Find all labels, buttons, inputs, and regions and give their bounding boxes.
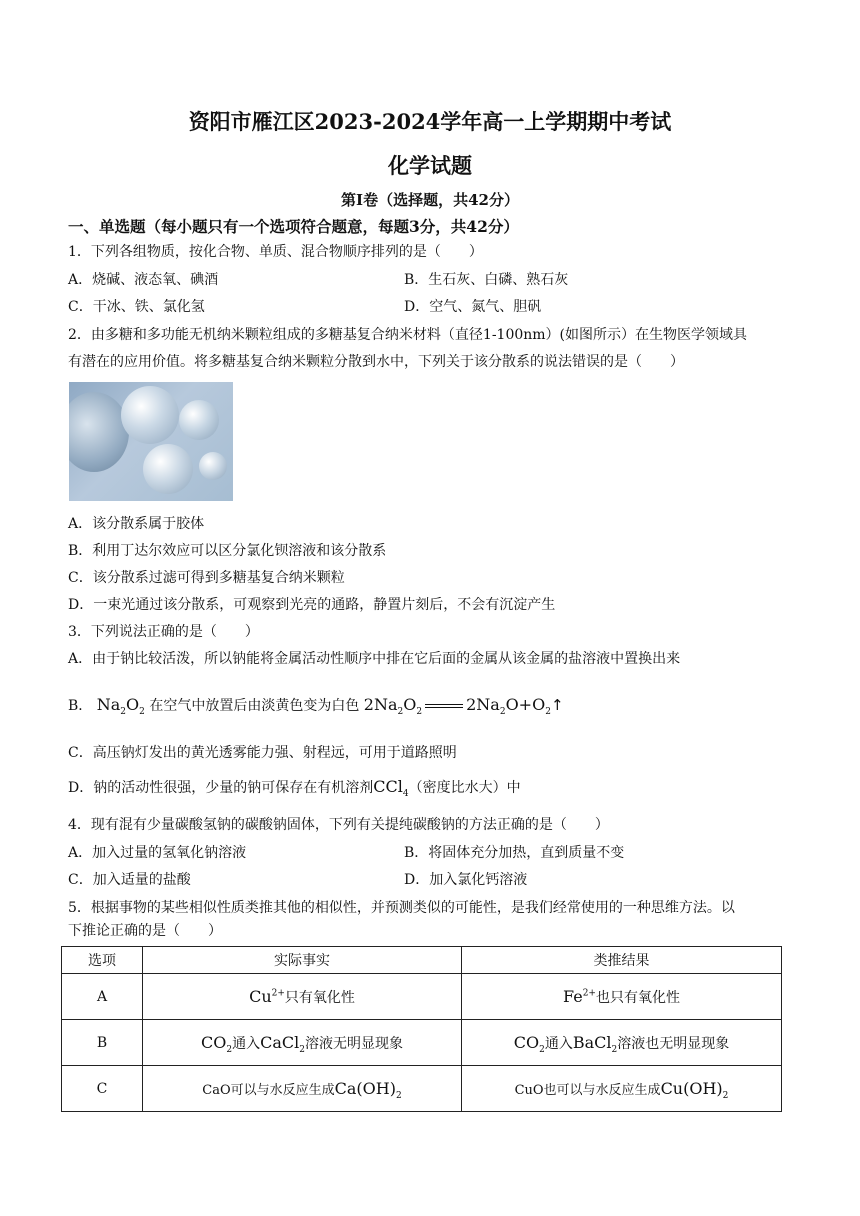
- nanoparticle-image: [69, 382, 233, 501]
- q3-option-d-note: （密度比水大）中: [408, 780, 521, 796]
- q1-stem: 1．下列各组物质，按化合物、单质、混合物顺序排列的是（ ）: [68, 244, 483, 260]
- row-c-option: C: [62, 1066, 143, 1112]
- gas-arrow-icon: ↑: [550, 696, 564, 714]
- section-heading: 一、单选题（每小题只有一个选项符合题意，每题3分，共42分）: [68, 217, 519, 236]
- table-header-option: 选项: [62, 947, 143, 974]
- q4-stem: 4．现有混有少量碳酸氢钠的碳酸钠固体，下列有关提纯碳酸钠的方法正确的是（ ）: [68, 817, 609, 833]
- q3-option-d-text: D．钠的活动性很强，少量的钠可保存在有机溶剂: [68, 780, 374, 796]
- row-a-option: A: [62, 974, 143, 1020]
- table-header-result: 类推结果: [462, 947, 782, 974]
- q3-option-b-label: B．: [68, 698, 93, 714]
- table-row: [62, 1066, 782, 1112]
- q2-stem-line1: 2．由多糖和多功能无机纳米颗粒组成的多糖基复合纳米材料（直径1-100nm）(如图所示）在生物医学领域具: [68, 327, 748, 343]
- row-b-fact: $CO_2$通入CaCl$_2$溶液无明显现象: [143, 1020, 462, 1066]
- q5-stem-line1: 5．根据事物的某些相似性质类推其他的相似性，并预测类似的可能性，是我们经常使用的一种思维方法。以: [68, 900, 735, 916]
- exam-title: 资阳市雁江区2023-2024学年高一上学期期中考试: [188, 109, 672, 134]
- q3-stem: 3．下列说法正确的是（ ）: [68, 624, 259, 640]
- table-header-fact: 实际事实: [143, 947, 462, 974]
- q3-option-b-text: 在空气中放置后由淡黄色变为白色: [149, 698, 360, 714]
- subject-title: 化学试题: [388, 153, 472, 178]
- row-b-option: B: [62, 1020, 143, 1066]
- q1-option-b: B．生石灰、白磷、熟石灰: [404, 272, 569, 288]
- table-row: [62, 974, 782, 1020]
- row-b-result: $CO_2$通入BaCl$_2$溶液也无明显现象: [462, 1020, 782, 1066]
- reaction-equation: $2Na_2O_2$ $2Na_2O+O_2↑$: [363, 695, 564, 718]
- ccl4-formula: CCl$_4$: [373, 777, 409, 800]
- table-header-row: [62, 947, 782, 974]
- q2-option-c: C．该分散系过滤可得到多糖基复合纳米颗粒: [68, 570, 345, 586]
- row-a-fact: $Cu^{2+}$只有氧化性: [143, 974, 462, 1020]
- q2-option-d: D．一束光通过该分散系，可观察到光亮的通路，静置片刻后，不会有沉淀产生: [68, 597, 556, 613]
- q4-option-b: B．将固体充分加热，直到质量不变: [404, 845, 625, 861]
- q2-option-b: B．利用丁达尔效应可以区分氯化钡溶液和该分散系: [68, 543, 387, 559]
- q3-option-d: [68, 777, 521, 800]
- q1-option-a: A．烧碱、液态氧、碘酒: [68, 272, 219, 288]
- q1-option-c: C．干冰、铁、氯化氢: [68, 299, 205, 315]
- na2o2-formula: $Na_2O_2$: [96, 695, 145, 718]
- q3-option-a: A．由于钠比较活泼，所以钠能将金属活动性顺序中排在它后面的金属从该金属的盐溶液中置换出来: [68, 651, 681, 667]
- table-row: [62, 1020, 782, 1066]
- part-title: 第Ⅰ卷（选择题，共42分）: [341, 191, 519, 209]
- q2-option-a: A．该分散系属于胶体: [68, 516, 205, 532]
- q1-option-d: D．空气、氮气、胆矾: [404, 299, 542, 315]
- q4-option-a: A．加入过量的氢氧化钠溶液: [68, 845, 247, 861]
- q3-option-c: C．高压钠灯发出的黄光透雾能力强、射程远，可用于道路照明: [68, 745, 457, 761]
- q4-option-c: C．加入适量的盐酸: [68, 872, 191, 888]
- q3-option-b: [68, 695, 564, 718]
- row-c-fact: CaO可以与水反应生成$Ca(OH)_2$: [143, 1066, 462, 1112]
- row-a-result: $Fe^{2+}$也只有氧化性: [462, 974, 782, 1020]
- q4-option-d: D．加入氯化钙溶液: [404, 872, 528, 888]
- row-c-result: CuO也可以与水反应生成$Cu(OH)_2$: [462, 1066, 782, 1112]
- q5-stem-line2: 下推论正确的是（ ）: [68, 923, 222, 939]
- q2-stem-line2: 有潜在的应用价值。将多糖基复合纳米颗粒分散到水中，下列关于该分散系的说法错误的是（ ）: [68, 354, 684, 370]
- analogy-table: [61, 946, 782, 1112]
